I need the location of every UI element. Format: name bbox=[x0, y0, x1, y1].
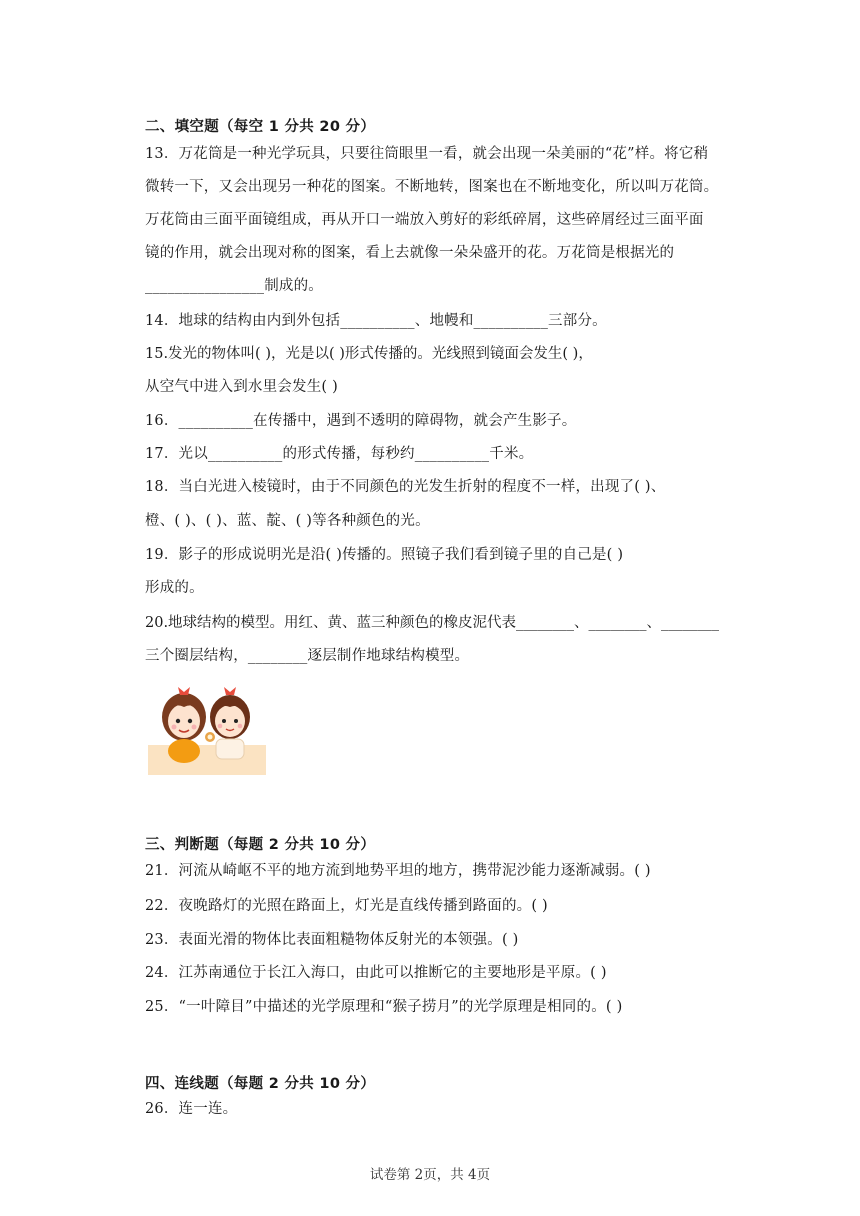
section-title-matching: 四、连线题（每题 2 分共 10 分） bbox=[145, 1076, 376, 1092]
question-20-line-1: 20.地球结构的模型。用红、黄、蓝三种颜色的橡皮泥代表________、________、________ bbox=[145, 615, 720, 631]
question-13-line-2: 微转一下，又会出现另一种花的图案。不断地转，图案也在不断地变化，所以叫万花筒。 bbox=[145, 179, 719, 195]
question-18-line-2: 橙、( )、( )、蓝、靛、( )等各种颜色的光。 bbox=[145, 513, 430, 529]
question-20-line-2: 三个圈层结构，________逐层制作地球结构模型。 bbox=[145, 648, 470, 664]
page-footer: 试卷第 2页，共 4页 bbox=[369, 1167, 491, 1183]
question-21: 21．河流从崎岖不平的地方流到地势平坦的地方，携带泥沙能力逐渐减弱。( ) bbox=[145, 863, 651, 879]
question-13-line-3: 万花筒由三面平面镜组成，再从开口一端放入剪好的彩纸碎屑，这些碎屑经过三面平面 bbox=[145, 212, 704, 228]
question-25: 25．“一叶障目”中描述的光学原理和“猴子捞月”的光学原理是相同的。( ) bbox=[145, 999, 623, 1015]
question-15-line-2: 从空气中进入到水里会发生( ) bbox=[145, 379, 338, 395]
question-23: 23．表面光滑的物体比表面粗糙物体反射光的本领强。( ) bbox=[145, 932, 519, 948]
question-13-line-1: 13．万花筒是一种光学玩具，只要往筒眼里一看，就会出现一朵美丽的“花”样。将它稍 bbox=[145, 146, 709, 162]
question-19-line-2: 形成的。 bbox=[145, 580, 204, 596]
question-14: 14．地球的结构由内到外包括__________、地幔和__________三部分。 bbox=[145, 313, 607, 329]
section-title-fill-in: 二、填空题（每空 1 分共 20 分） bbox=[145, 119, 376, 135]
question-17: 17．光以__________的形式传播，每秒约__________千米。 bbox=[145, 446, 534, 462]
question-13-line-5: ________________制成的。 bbox=[145, 278, 323, 294]
question-22: 22．夜晚路灯的光照在路面上，灯光是直线传播到路面的。( ) bbox=[145, 898, 548, 914]
question-18-line-1: 18．当白光进入棱镜时，由于不同颜色的光发生折射的程度不一样，出现了( )、 bbox=[145, 479, 666, 495]
two-girls-illustration bbox=[148, 679, 266, 775]
question-19-line-1: 19．影子的形成说明光是沿( )传播的。照镜子我们看到镜子里的自己是( ) bbox=[145, 547, 624, 563]
question-13-line-4: 镜的作用，就会出现对称的图案，看上去就像一朵朵盛开的花。万花筒是根据光的 bbox=[145, 245, 675, 261]
question-26: 26．连一连。 bbox=[145, 1101, 238, 1117]
question-24: 24．江苏南通位于长江入海口，由此可以推断它的主要地形是平原。( ) bbox=[145, 965, 607, 981]
section-title-true-false: 三、判断题（每题 2 分共 10 分） bbox=[145, 837, 376, 853]
question-16: 16．__________在传播中，遇到不透明的障碍物，就会产生影子。 bbox=[145, 413, 577, 429]
question-15-line-1: 15.发光的物体叫( )，光是以( )形式传播的。光线照到镜面会发生( )， bbox=[145, 346, 593, 362]
